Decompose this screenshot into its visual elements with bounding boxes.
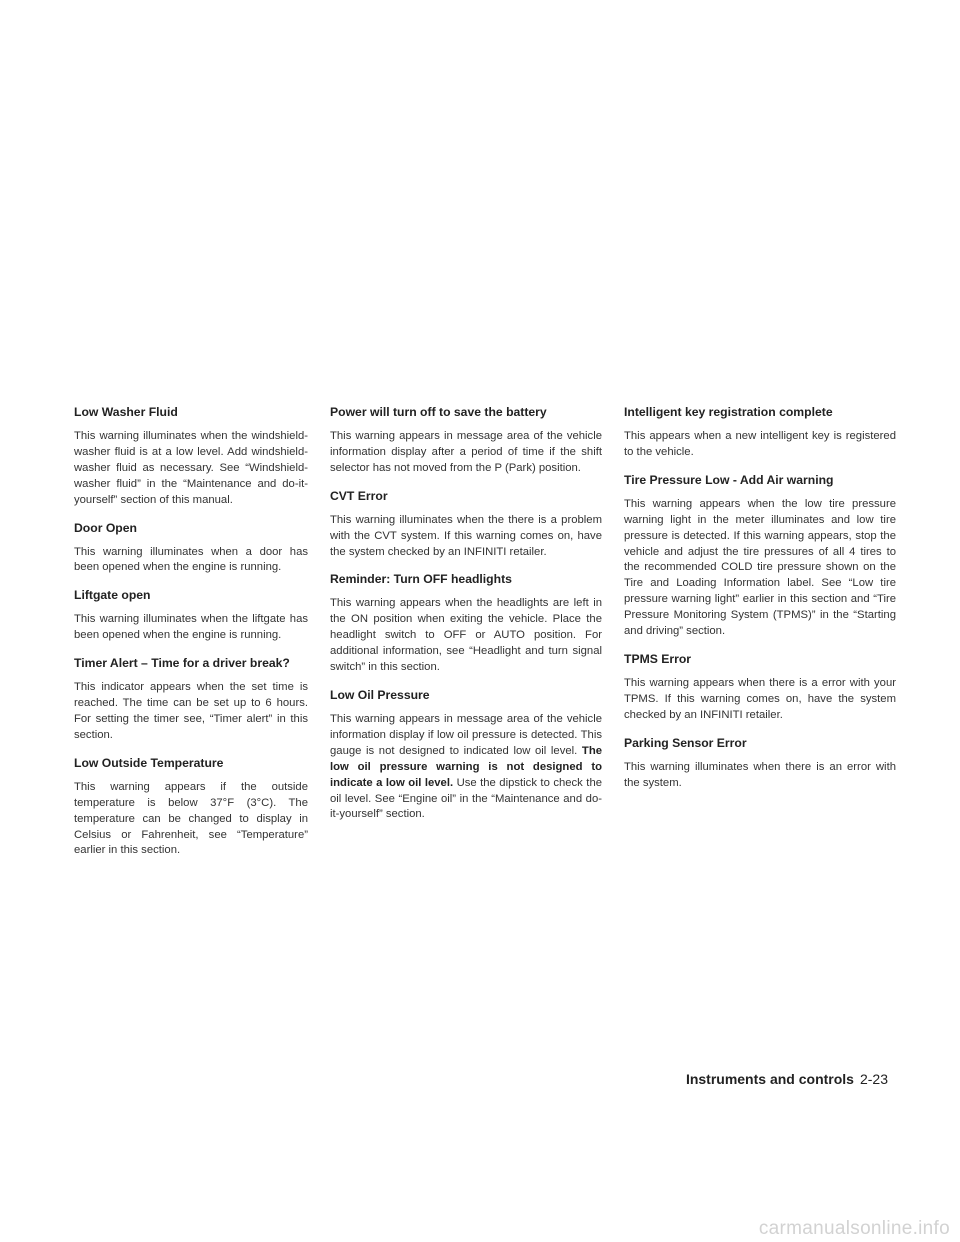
- section-body: This warning appears when there is a error with your TPMS. If this warning comes on, have the system checked by an INFINITI retailer.: [624, 676, 896, 721]
- section-heading: Door Open: [74, 520, 137, 535]
- section-body: [330, 712, 602, 823]
- section-heading: CVT Error: [330, 488, 388, 503]
- section-body: This indicator appears when the set time is reached. The time can be set up to 6 hours. For setting the timer see, “Timer alert” in this section.: [74, 681, 308, 741]
- section-body: This warning appears when the low tire pressure warning light in the meter illuminates and low tire pressure is detected. If this warning appears, stop the vehicle and adjust the tire pressures of all 4 tires to the recommended COLD tire pressure shown on the Tire and Loading Information label. See “Low tire pressure warning light” earlier in this section and “Tire Pressure Monitoring System (TPMS)” in the “Starting and driving” section.: [624, 497, 896, 638]
- body-text-continued: Use the dipstick to check the oil level. See “Engine oil” in the “Maintenance and do-it-yourself” section.: [330, 776, 603, 821]
- section-heading: TPMS Error: [624, 651, 692, 666]
- page-footer: [686, 1071, 888, 1087]
- section-parking-sensor-error: [624, 735, 896, 792]
- column-1: [74, 404, 308, 870]
- section-reminder-headlights: [330, 571, 602, 676]
- section-low-washer-fluid: [74, 404, 308, 509]
- section-body: This appears when a new intelligent key is registered to the vehicle.: [624, 430, 896, 458]
- section-heading: Reminder: Turn OFF headlights: [330, 572, 512, 587]
- section-body: This warning illuminates when there is an error with the system.: [624, 760, 896, 789]
- body-text: This warning appears in message area of the vehicle information display if low oil pressure is detected. This gauge is not designed to indicated low oil level.: [330, 712, 602, 757]
- watermark: carmanualsonline.info: [758, 1218, 950, 1239]
- section-body: This warning appears when the headlights are left in the ON position when exiting the vehicle. Place the headlight switch to OFF or AUTO position. For additional information, see “Headlight and turn signal switch” in this section.: [330, 597, 602, 674]
- section-body: This warning illuminates when the windshield-washer fluid is at a low level. Add windshield-washer fluid as necessary. See “Windshield-washer fluid” in the “Maintenance and do-it-yourself” section of this manual.: [74, 430, 308, 506]
- section-intelligent-key: [624, 404, 896, 461]
- section-heading: Timer Alert – Time for a driver break?: [74, 656, 290, 671]
- column-3: [624, 404, 896, 803]
- section-body: This warning appears in message area of the vehicle information display after a period of time if the shift selector has not moved from the P (Park) position.: [330, 430, 602, 474]
- page-number: 2-23: [859, 1071, 888, 1087]
- section-heading: Low Oil Pressure: [330, 687, 430, 702]
- section-body: This warning appears if the outside temperature is below 37°F (3°C). The temperature can be changed to display in Celsius or Fahrenheit, see “Temperature” earlier in this section.: [74, 780, 308, 857]
- section-heading: Parking Sensor Error: [624, 735, 747, 750]
- section-body: This warning illuminates when the liftgate has been opened when the engine is running.: [74, 613, 308, 642]
- section-heading: Intelligent key registration complete: [624, 405, 833, 419]
- footer-section-title: Instruments and controls: [685, 1071, 854, 1087]
- section-heading: Power will turn off to save the battery: [330, 405, 547, 419]
- section-heading: Low Washer Fluid: [74, 405, 178, 419]
- section-low-oil-pressure: [330, 687, 602, 823]
- section-timer-alert: [74, 655, 308, 744]
- section-low-outside-temperature: [74, 755, 308, 860]
- section-liftgate-open: [74, 587, 308, 644]
- section-tire-pressure-low: [624, 472, 896, 640]
- section-heading: Low Outside Temperature: [74, 755, 224, 770]
- section-cvt-error: [330, 488, 602, 561]
- section-heading: Tire Pressure Low - Add Air warning: [624, 472, 834, 487]
- section-body: This warning illuminates when a door has been opened when the engine is running.: [74, 545, 308, 574]
- section-body: This warning illuminates when the there is a problem with the CVT system. If this warning comes on, have the system checked by an INFINITI retailer.: [330, 513, 602, 558]
- section-door-open: [74, 520, 308, 577]
- section-tpms-error: [624, 651, 896, 724]
- section-heading: Liftgate open: [74, 588, 151, 603]
- section-power-off-battery: [330, 404, 602, 477]
- bold-warning-text: The low oil pressure warning is not designed to indicate a low oil level.: [330, 744, 603, 789]
- column-2: [330, 404, 602, 834]
